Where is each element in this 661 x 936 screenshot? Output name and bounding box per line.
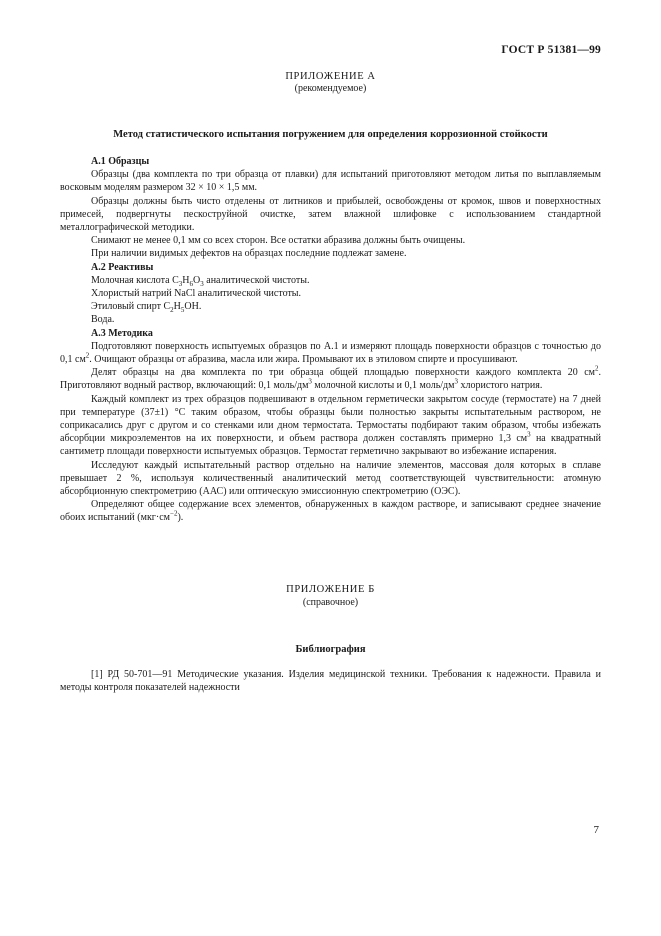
section-a1-title: А.1 Образцы: [91, 156, 150, 167]
section-a3-paragraph: Подготовляют поверхность испытуемых образцов по А.1 и измеряют площадь поверхности образцов с точностью до 0,1 $см^2$. Очищают образцы от абразива, масла или жира. Промывают их в этиловом спирте и просушивают.: [60, 340, 601, 366]
section-a1-paragraph: Снимают не менее 0,1 мм со всех сторон. Все остатки абразива должны быть очищены.: [91, 235, 466, 247]
section-a3-title: А.3 Методика: [91, 327, 153, 339]
appendix-a-title: ПРИЛОЖЕНИЕ А: [285, 71, 376, 82]
appendix-a-subtitle: (рекомендуемое): [294, 83, 367, 94]
standard-number: ГОСТ Р 51381—99: [501, 44, 601, 56]
page-number: 7: [593, 824, 599, 836]
section-a1-paragraph: Образцы должны быть чисто отделены от литников и прибылей, освобождены от кромок, швов и поверхностных примесей, подвергнуты пескоструйной очистке, затем влажной шлифовке с использованием стандартной металлографической методики.: [60, 195, 601, 234]
appendix-a-heading: Метод статистического испытания погружением для определения коррозионной стойкости: [113, 129, 548, 140]
bibliography-list: [60, 668, 601, 694]
section-a1-paragraph: При наличии видимых дефектов на образцах последние подлежат замене.: [91, 248, 407, 260]
section-a3-paragraph: Делят образцы на два комплекта по три образца общей площадью поверхности каждого комплекта 20 $см^2$. Приготовляют водный раствор, включающий: 0,1 моль/$дм^3$ молочной кислоты и 0,1 моль/$дм^3$ хлористого натрия.: [60, 364, 601, 392]
reagent-ethanol: Этиловый спирт $C_2H_5OH$.: [91, 301, 202, 315]
section-a1-paragraph: Образцы (два комплекта по три образца от плавки) для испытаний приготовляют методом литья по выплавляемым восковым моделям размером 32 × 10 × 1,5 мм.: [60, 169, 601, 194]
bibliography-heading: Библиография: [295, 644, 366, 655]
reagent-lactic-acid: Молочная кислота $C_3H_6O_3$ аналитической чистоты.: [91, 274, 310, 288]
appendix-b-subtitle: (справочное): [302, 597, 359, 608]
bibliography-entry: [1] РД 50-701—91 Методические указания. Изделия медицинской техники. Требования к надежности. Правила и методы контроля показателей надежности: [60, 669, 601, 694]
reagent-water: Вода.: [91, 314, 115, 326]
appendix-a-body: [60, 155, 601, 525]
section-a2-title: А.2 Реактивы: [91, 261, 154, 273]
reagent-sodium-chloride: Хлористый натрий NaCl аналитической чистоты.: [91, 288, 302, 300]
section-a3-paragraph: Определяют общее содержание всех элементов, обнаруженных в каждом растворе, и записывают среднее значение обоих испытаний $(мкг\cdot см^{-2})$.: [60, 499, 601, 524]
section-a3-paragraph: Каждый комплект из трех образцов подвешивают в отдельном герметически закрытом сосуде (термостате) на 7 дней при температуре (37±1) °С таким образом, чтобы образцы были полностью закрыты испытательным раствором, не соприкасались друг с другом и со стенками или дном термостата. Термостаты подбирают таким образом, чтобы избежать абсорбции микроэлементов на их поверхности, и объем раствора должен составлять примерно 1,3 $см^3$ на квадратный сантиметр площади поверхности испытуемых образцов. Термостат герметично закрывают во избежание испарения.: [60, 393, 601, 458]
appendix-b-title: ПРИЛОЖЕНИЕ Б: [286, 584, 375, 595]
section-a3-paragraph: Исследуют каждый испытательный раствор отдельно на наличие элементов, массовая доля которых в сплаве превышает 2 %, используя количественный аналитический метод соответствующей чувствительности: атомную абсорбционную спектрометрию (ААС) или оптическую эмиссионную спектрометрию (ОЭС).: [60, 459, 601, 498]
